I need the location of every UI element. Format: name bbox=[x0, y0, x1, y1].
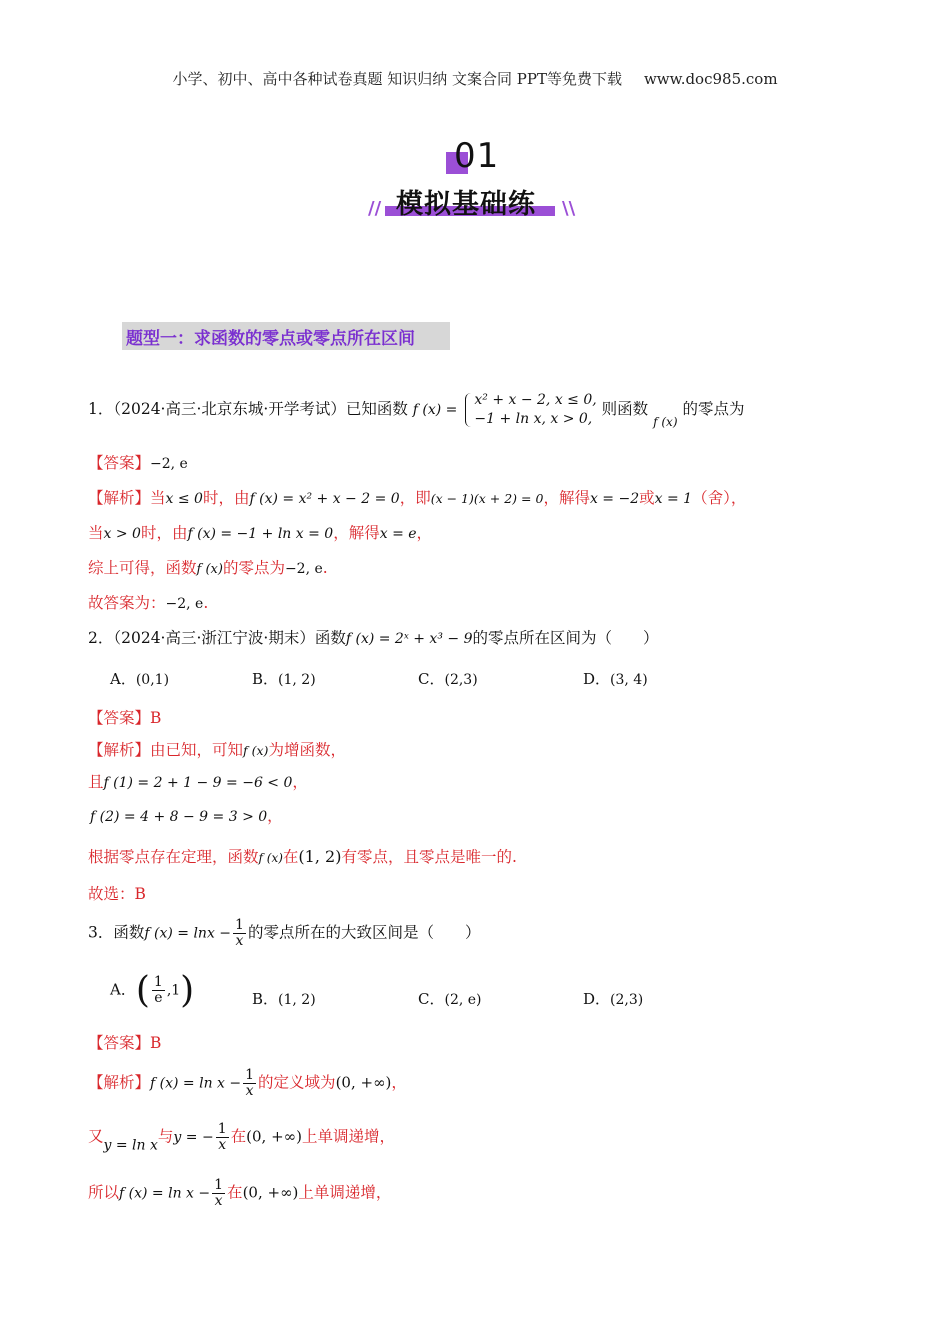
q1-function: f (x) = bbox=[412, 402, 458, 418]
text: 所以 bbox=[88, 1183, 120, 1202]
q1-answer bbox=[88, 451, 188, 473]
q1-case-1: x² + x − 2, x ≤ 0, bbox=[474, 392, 597, 408]
math: −2, e bbox=[284, 561, 323, 577]
math: (x − 1)(x + 2) = 0 bbox=[430, 491, 544, 506]
text: . bbox=[322, 559, 328, 577]
text: 的定义域为 bbox=[258, 1073, 336, 1092]
q3-answer bbox=[88, 1031, 161, 1053]
option-label: D． bbox=[583, 990, 611, 1008]
fraction bbox=[243, 1068, 256, 1099]
q2-analysis-line-5 bbox=[88, 882, 146, 904]
question-3 bbox=[88, 918, 480, 949]
banner-slash-right: \\ bbox=[562, 198, 576, 219]
q2-analysis-line-2 bbox=[88, 770, 308, 792]
fraction bbox=[212, 1178, 225, 1209]
q3-function: f (x) = lnx − bbox=[144, 925, 232, 942]
q2-option-b[interactable] bbox=[252, 668, 316, 689]
analysis-label: 【解析】 bbox=[88, 1073, 151, 1092]
q3-option-a[interactable] bbox=[110, 970, 194, 1011]
text: ， bbox=[391, 1073, 407, 1092]
math: y = ln x bbox=[103, 1137, 158, 1154]
q2-stem: 2．（2024·高三·浙江宁波·期末）函数 bbox=[88, 629, 346, 647]
option-value: (0,1) bbox=[135, 672, 170, 688]
math: y = − bbox=[173, 1129, 214, 1146]
analysis-label: 【解析】 bbox=[88, 741, 151, 759]
answer-label: 【答案】 bbox=[88, 1034, 151, 1052]
option-value: (2, e) bbox=[444, 992, 482, 1008]
text: 时，由 bbox=[140, 524, 188, 542]
q1-piecewise bbox=[462, 391, 596, 429]
answer-label: 【答案】 bbox=[88, 454, 151, 472]
q3-answer-value: B bbox=[150, 1034, 162, 1052]
section-number-text: 01 bbox=[454, 136, 500, 176]
text: 故答案为： bbox=[88, 594, 166, 612]
q2-answer bbox=[88, 706, 161, 728]
option-value: (1, 2) bbox=[278, 992, 316, 1008]
q1-analysis-line-4 bbox=[88, 591, 208, 613]
text: 在 bbox=[227, 1183, 243, 1202]
math: f (x) bbox=[243, 743, 269, 758]
math: f (x) = ln x − bbox=[119, 1185, 211, 1202]
text: ，解得 bbox=[543, 489, 590, 507]
q2-option-d[interactable] bbox=[583, 668, 648, 689]
text: 有零点，且零点是唯一的. bbox=[341, 848, 517, 866]
banner-title: 模拟基础练 bbox=[396, 189, 536, 220]
text: 或 bbox=[639, 489, 655, 507]
math: −2, e bbox=[165, 596, 204, 612]
text: 且 bbox=[88, 773, 104, 791]
math: x = −2 bbox=[589, 491, 640, 507]
q3-option-d[interactable] bbox=[583, 988, 643, 1009]
paren-left: ( bbox=[135, 970, 150, 1011]
q3-analysis-line-1 bbox=[88, 1068, 407, 1099]
fraction bbox=[216, 1122, 229, 1153]
option-label: C． bbox=[418, 670, 445, 688]
math: f (x) bbox=[258, 851, 283, 865]
option-value: (1, 2) bbox=[278, 672, 316, 688]
q3-fraction bbox=[233, 918, 246, 949]
q2-analysis-line-1 bbox=[88, 738, 346, 760]
math: (1, 2) bbox=[298, 847, 342, 866]
text: 当 bbox=[88, 524, 104, 542]
text: 为增函数， bbox=[268, 741, 346, 759]
math: x = e bbox=[379, 526, 417, 542]
math: (0, +∞) bbox=[242, 1183, 299, 1202]
denominator: x bbox=[214, 1193, 223, 1209]
math: x = 1 bbox=[654, 491, 693, 507]
text: （舍）， bbox=[692, 489, 747, 507]
option-label: B． bbox=[252, 990, 279, 1008]
math: f (2) = 4 + 8 − 9 = 3 > 0 bbox=[90, 809, 268, 825]
q1-analysis-line-2 bbox=[88, 521, 432, 543]
q2-analysis-line-3 bbox=[90, 804, 283, 826]
math: (0, +∞) bbox=[335, 1073, 392, 1092]
math: f (x) = x² + x − 2 = 0 bbox=[249, 491, 400, 507]
section-heading: 题型一：求函数的零点或零点所在区间 bbox=[126, 329, 415, 349]
q2-analysis-line-4 bbox=[88, 845, 517, 867]
text: 又 bbox=[88, 1127, 104, 1146]
denominator: x bbox=[218, 1137, 227, 1153]
q3-analysis-line-3 bbox=[88, 1178, 391, 1209]
question-1 bbox=[88, 391, 744, 429]
text: 与 bbox=[157, 1127, 174, 1146]
numerator: 1 bbox=[235, 917, 244, 933]
math: f (x) = −1 + ln x = 0 bbox=[187, 526, 334, 542]
q1-answer-value: −2, e bbox=[150, 456, 188, 472]
header-text: 小学、初中、高中各种试卷真题 知识归纳 文案合同 PPT等免费下载 bbox=[172, 70, 622, 88]
section-number bbox=[444, 138, 524, 178]
numerator: 1 bbox=[217, 1121, 227, 1137]
denominator: x bbox=[235, 933, 244, 949]
page-header bbox=[0, 68, 950, 89]
numerator: 1 bbox=[245, 1067, 255, 1083]
denominator: e bbox=[154, 990, 163, 1006]
option-value: (2,3) bbox=[610, 992, 644, 1008]
analysis-label: 【解析】 bbox=[88, 489, 151, 507]
option-label: B． bbox=[252, 670, 279, 688]
math: (0, +∞) bbox=[246, 1127, 302, 1146]
header-site[interactable]: www.doc985.com bbox=[643, 70, 778, 88]
banner-slash-left: // bbox=[368, 198, 382, 219]
answer-label: 【答案】 bbox=[88, 709, 151, 727]
numerator: 1 bbox=[153, 974, 163, 990]
q2-function: f (x) = 2ˣ + x³ − 9 bbox=[345, 631, 473, 647]
q3-end: 的零点所在的大致区间是（ ） bbox=[247, 923, 481, 942]
q1-analysis-line-3 bbox=[88, 556, 328, 578]
q1-function-2: f (x) bbox=[653, 415, 678, 429]
question-2 bbox=[88, 626, 659, 648]
paren-right: ) bbox=[180, 970, 195, 1011]
q1-mid: 则函数 bbox=[601, 400, 649, 418]
text: 故选：B bbox=[88, 885, 146, 903]
text: 综上可得，函数 bbox=[88, 559, 197, 577]
q2-answer-value: B bbox=[150, 709, 162, 727]
option-label: D． bbox=[583, 670, 611, 688]
option-value: (3, 4) bbox=[610, 672, 648, 688]
q3-stem: 3．函数 bbox=[88, 923, 145, 942]
text: ，解得 bbox=[333, 524, 380, 542]
option-label: C． bbox=[418, 990, 445, 1008]
q3-option-c[interactable] bbox=[418, 988, 482, 1009]
math: x ≤ 0 bbox=[165, 491, 203, 507]
q1-stem: 1．（2024·高三·北京东城·开学考试）已知函数 bbox=[88, 400, 408, 418]
numerator: 1 bbox=[214, 1177, 224, 1193]
option-value: (2,3) bbox=[444, 672, 478, 688]
text: 在 bbox=[282, 848, 299, 866]
text: ， bbox=[267, 807, 283, 825]
text: 上单调递增， bbox=[302, 1127, 396, 1146]
math: f (1) = 2 + 1 − 9 = −6 < 0 bbox=[103, 775, 293, 791]
q2-option-a[interactable] bbox=[110, 668, 169, 689]
text: 当 bbox=[150, 489, 166, 507]
math: f (x) bbox=[196, 562, 223, 577]
text: 上单调递增， bbox=[298, 1183, 392, 1202]
denominator: x bbox=[245, 1083, 254, 1099]
text: . bbox=[203, 594, 209, 612]
text: 在 bbox=[230, 1127, 247, 1146]
option-value: ,1 bbox=[166, 982, 181, 999]
q2-end: 的零点所在区间为（ ） bbox=[472, 629, 659, 647]
text: ， bbox=[292, 773, 308, 791]
math: f (x) = ln x − bbox=[150, 1075, 242, 1092]
option-label: A． bbox=[110, 980, 136, 999]
option-label: A． bbox=[110, 670, 136, 688]
math: x > 0 bbox=[103, 526, 141, 542]
option-a-fraction bbox=[152, 975, 165, 1006]
text: 由已知，可知 bbox=[150, 741, 244, 759]
q1-case-2: −1 + ln x, x > 0, bbox=[474, 411, 593, 427]
text: ，即 bbox=[399, 489, 431, 507]
text: 的零点为 bbox=[222, 559, 285, 577]
q2-option-c[interactable] bbox=[418, 668, 478, 689]
text: 时，由 bbox=[202, 489, 250, 507]
q3-option-b[interactable] bbox=[252, 988, 316, 1009]
q3-analysis-line-2 bbox=[88, 1122, 395, 1154]
q1-end: 的零点为 bbox=[682, 400, 745, 418]
text: ， bbox=[416, 524, 433, 542]
text: 根据零点存在定理，函数 bbox=[88, 848, 259, 866]
q1-analysis-line-1 bbox=[88, 486, 746, 508]
